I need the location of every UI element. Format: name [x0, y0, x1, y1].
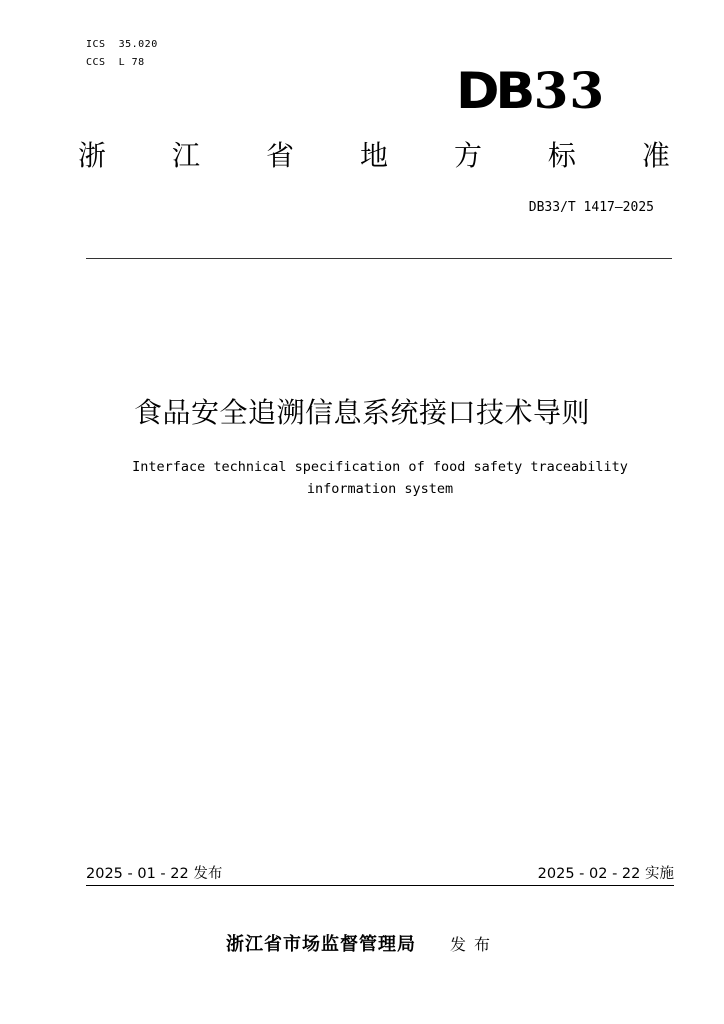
- issuer-verb: 发布: [449, 935, 498, 954]
- document-title-chinese: 食品安全追溯信息系统接口技术导则: [133, 396, 590, 429]
- standard-type-char: 准: [641, 139, 670, 172]
- standard-type-char: 地: [359, 139, 388, 172]
- ccs-code: CCS L 78: [86, 57, 145, 68]
- standard-type-char: 省: [265, 139, 294, 172]
- english-title-line-2: information system: [306, 481, 454, 497]
- document-title-english: [90, 456, 670, 500]
- db33-logo: [456, 61, 618, 120]
- standard-code: DB33/T 1417—2025: [528, 200, 654, 215]
- logo-db-text: DB: [456, 62, 532, 120]
- logo-number-text: 33: [533, 61, 606, 120]
- issue-date: 2025 - 01 - 22 发布: [86, 866, 223, 882]
- standard-type-heading: [78, 138, 670, 174]
- standard-type-char: 浙: [78, 139, 107, 172]
- standard-type-char: 方: [453, 139, 482, 172]
- issuing-authority: [0, 932, 724, 958]
- issuer-name: 浙江省市场监督管理局: [225, 934, 416, 955]
- standard-type-char: 标: [547, 139, 576, 172]
- english-title-line-1: Interface technical specification of food safety traceability: [132, 459, 628, 475]
- implementation-date: 2025 - 02 - 22 实施: [537, 866, 674, 882]
- ics-code: ICS 35.020: [86, 39, 158, 50]
- standard-type-char: 江: [171, 139, 200, 172]
- header-divider: [86, 258, 672, 259]
- footer-divider: [86, 885, 674, 886]
